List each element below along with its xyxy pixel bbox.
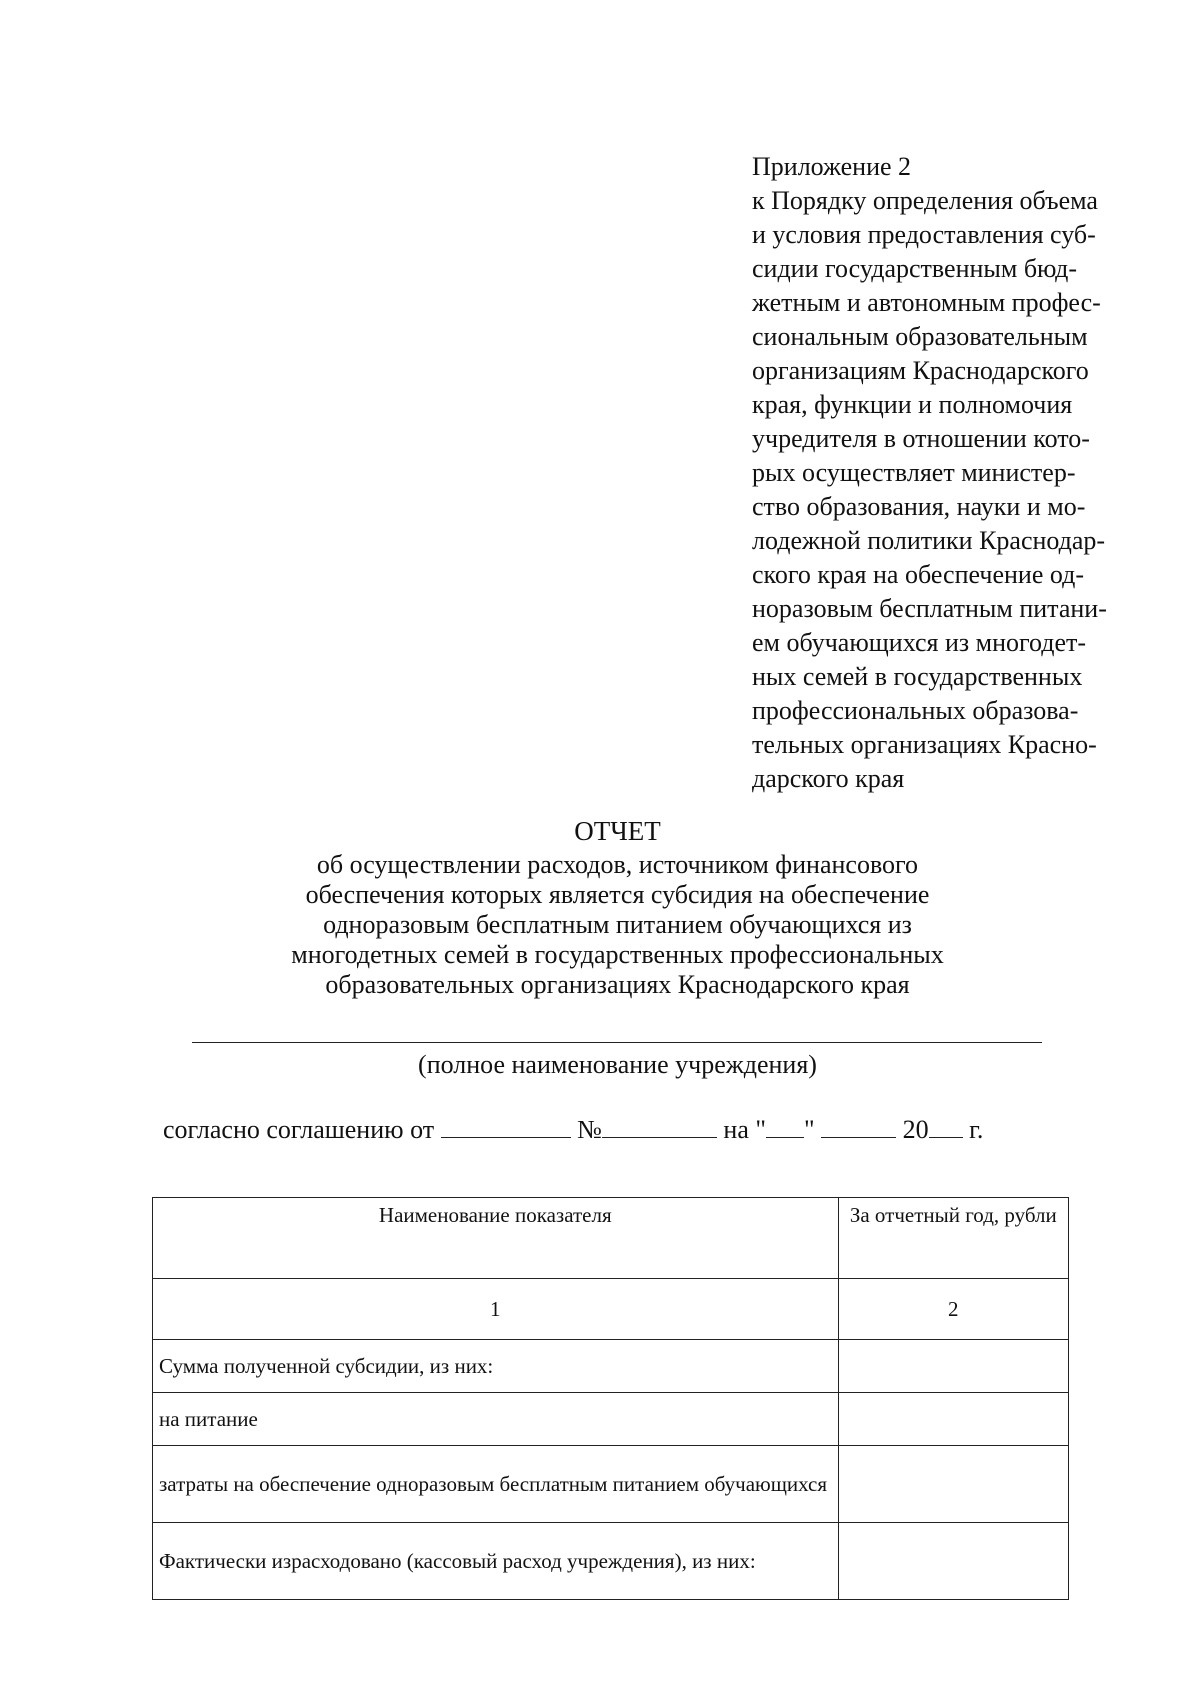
agreement-number-blank <box>602 1115 717 1138</box>
agreement-year-suffix: г. <box>969 1115 984 1144</box>
appendix-line: ство образования, науки и мо- <box>752 492 1086 521</box>
row-label: затраты на обеспечение одноразовым бесплатным питанием обучающихся <box>153 1446 839 1523</box>
appendix-line: лодежной политики Краснодар- <box>752 526 1106 555</box>
agreement-date-blank <box>441 1115 571 1138</box>
appendix-block <box>752 150 1152 796</box>
table-row <box>153 1340 1069 1393</box>
appendix-line: жетным и автономным профес- <box>752 288 1101 317</box>
agreement-month-blank <box>821 1115 896 1138</box>
agreement-line <box>163 1115 1083 1145</box>
header-indicator-name: Наименование показателя <box>153 1198 839 1279</box>
agreement-number-sign: № <box>577 1115 602 1144</box>
appendix-line: и условия предоставления суб- <box>752 220 1096 249</box>
row-value-cell[interactable] <box>838 1446 1068 1523</box>
agreement-year-prefix: 20 <box>902 1115 929 1144</box>
table-row <box>153 1446 1069 1523</box>
appendix-line: норазовым бесплатным питани- <box>752 594 1107 623</box>
institution-name-blank <box>192 1042 1042 1043</box>
table-header-row <box>153 1198 1069 1279</box>
appendix-line: сидии государственным бюд- <box>752 254 1078 283</box>
agreement-quote-close: " <box>803 1115 815 1144</box>
report-table <box>152 1197 1069 1600</box>
column-number: 2 <box>838 1279 1068 1340</box>
report-subtitle-line: многодетных семей в государственных профессиональных <box>291 940 944 969</box>
report-subtitle-line: образовательных организациях Краснодарского края <box>325 970 910 999</box>
row-label: Сумма полученной субсидии, из них: <box>153 1340 839 1393</box>
report-subtitle-line: обеспечения которых является субсидия на обеспечение <box>305 880 930 909</box>
report-subtitle-line: одноразовым бесплатным питанием обучающихся из <box>323 910 912 939</box>
row-label: на питание <box>153 1393 839 1446</box>
appendix-line: сиональным образовательным <box>752 322 1088 351</box>
appendix-line: профессиональных образова- <box>752 696 1079 725</box>
appendix-line: Приложение 2 <box>752 152 912 181</box>
column-number: 1 <box>153 1279 839 1340</box>
table-row <box>153 1393 1069 1446</box>
agreement-year-blank <box>929 1115 963 1138</box>
report-title: ОТЧЕТ <box>574 816 661 846</box>
appendix-line: рых осуществляет министер- <box>752 458 1076 487</box>
row-value-cell[interactable] <box>838 1393 1068 1446</box>
appendix-line: ем обучающихся из многодет- <box>752 628 1087 657</box>
row-value-cell[interactable] <box>838 1523 1068 1600</box>
report-heading <box>240 816 995 1000</box>
appendix-line: к Порядку определения объема <box>752 186 1098 215</box>
table-row <box>153 1523 1069 1600</box>
row-label: Фактически израсходовано (кассовый расход учреждения), из них: <box>153 1523 839 1600</box>
report-subtitle-line: об осуществлении расходов, источником финансового <box>316 850 919 879</box>
appendix-line: ных семей в государственных <box>752 662 1083 691</box>
appendix-line: края, функции и полномочия <box>752 390 1073 419</box>
agreement-prefix: согласно соглашению от <box>163 1115 435 1144</box>
institution-caption: (полное наименование учреждения) <box>418 1050 817 1079</box>
appendix-line: организациям Краснодарского <box>752 356 1089 385</box>
appendix-line: ского края на обеспечение од- <box>752 560 1084 589</box>
appendix-line: учредителя в отношении кото- <box>752 424 1090 453</box>
appendix-line: тельных организациях Красно- <box>752 730 1097 759</box>
header-reporting-year: За отчетный год, рубли <box>838 1198 1068 1279</box>
row-value-cell[interactable] <box>838 1340 1068 1393</box>
appendix-line: дарского края <box>752 764 905 793</box>
agreement-day-blank <box>766 1115 804 1138</box>
agreement-on-label: на " <box>723 1115 766 1144</box>
table-column-numbers-row <box>153 1279 1069 1340</box>
